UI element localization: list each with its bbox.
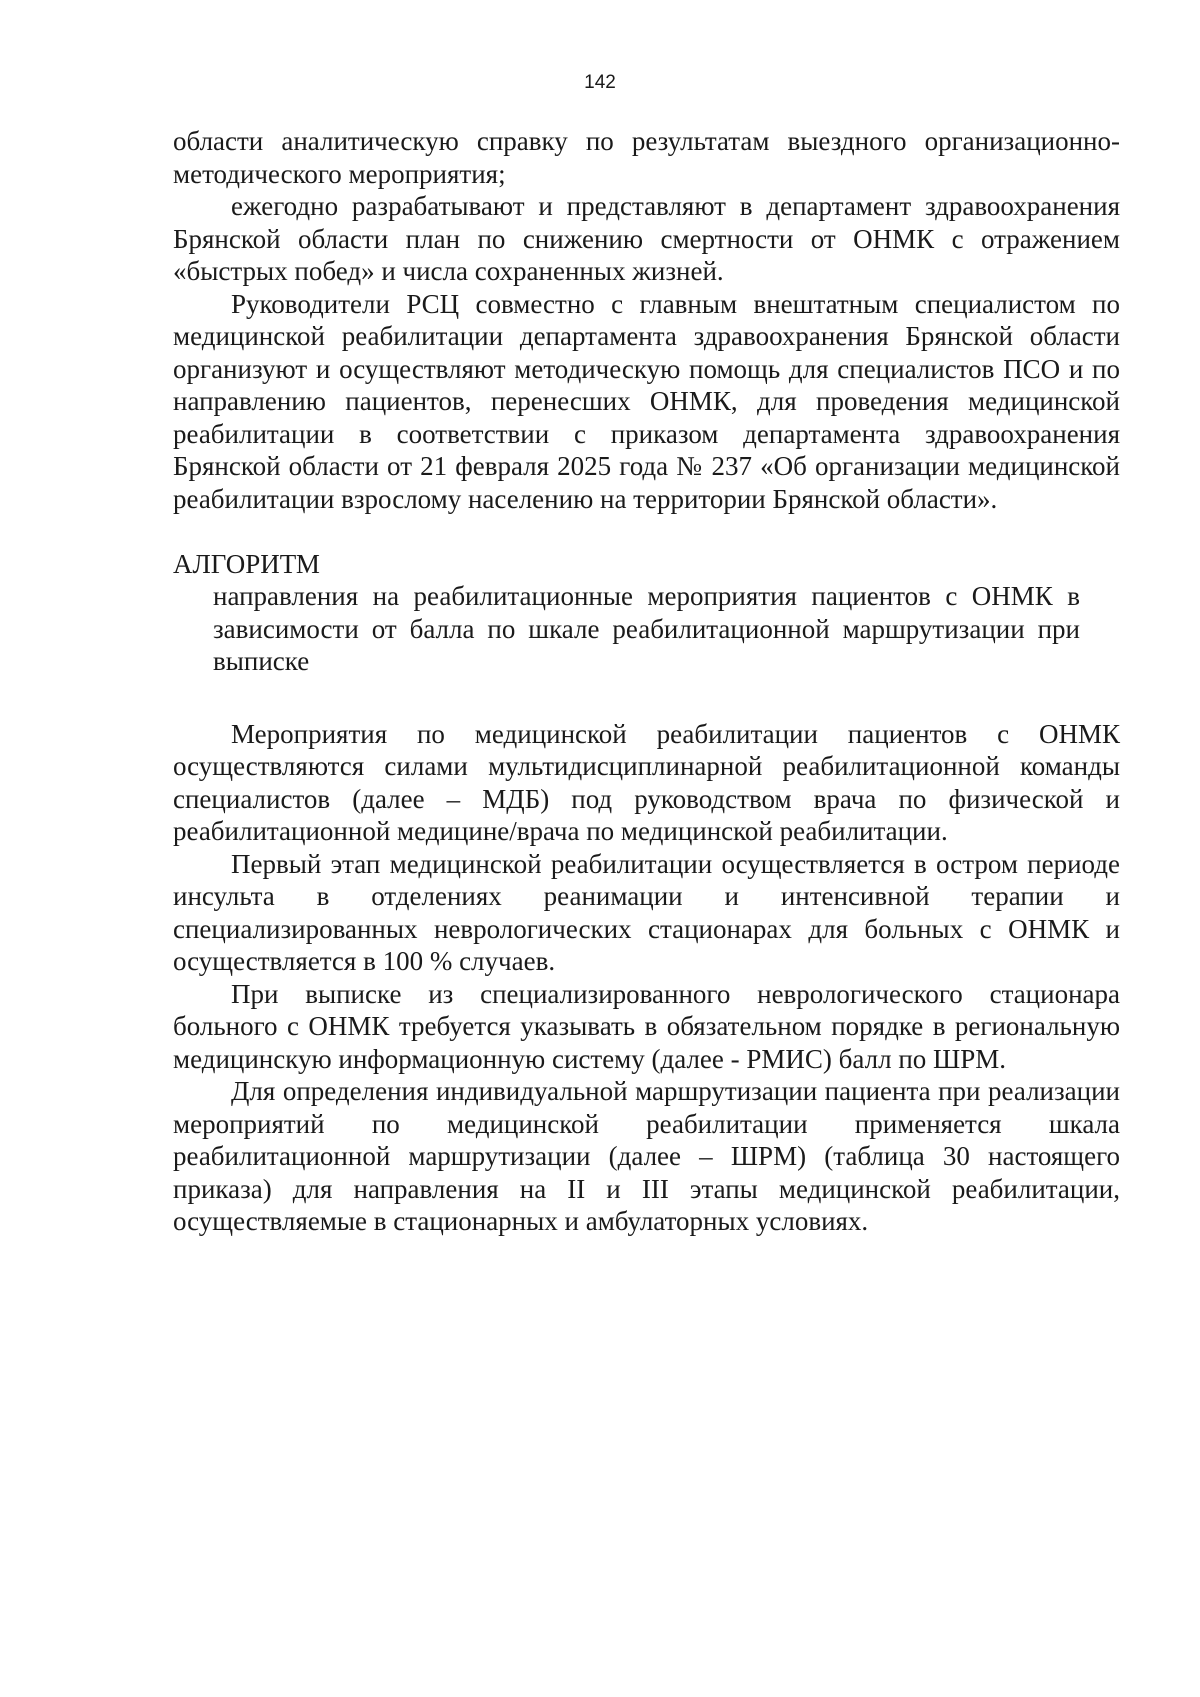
document-body (173, 125, 1120, 1238)
heading-title: АЛГОРИТМ (173, 549, 320, 579)
page-number: 142 (584, 72, 616, 93)
paragraph-first-stage: Первый этап медицинской реабилитации осуществляется в остром периоде инсульта в отделениях реанимации и интенсивной терапии и специализированных неврологических стационарах для больных с ОНМК и осуществляется в 100 % случаев. (173, 848, 1120, 976)
algorithm-heading (173, 548, 1120, 678)
paragraph-rsc-heads: Руководители РСЦ совместно с главным внештатным специалистом по медицинской реабилитации департамента здравоохранения Брянской области организуют и осуществляют методическую помощь для специалистов ПСО и по направлению пациентов, перенесших ОНМК, для проведения медицинской реабилитации в соответствии с приказом департамента здравоохранения Брянской области от 21 февраля 2025 года № 237 «Об организации медицинской реабилитации взрослому населению на территории Брянской области». (173, 288, 1120, 514)
paragraph-routing-scale: Для определения индивидуальной маршрутизации пациента при реализации мероприятий по медицинской реабилитации применяется шкала реабилитационной маршрутизации (далее – ШРМ) (таблица 30 настоящего приказа) для направления на II и III этапы медицинской реабилитации, осуществляемые в стационарных и амбулаторных условиях. (173, 1076, 1120, 1236)
paragraph-discharge: При выписке из специализированного неврологического стационара больного с ОНМК требуется указывать в обязательном порядке в региональную медицинскую информационную систему (далее - РМИС) балл по ШРМ. (173, 978, 1120, 1074)
paragraph-continuation: области аналитическую справку по результатам выездного организационно-методического мероприятия; (173, 126, 1120, 189)
paragraph-rehab-measures: Мероприятия по медицинской реабилитации пациентов с ОНМК осуществляются силами мультидисциплинарной реабилитационной команды специалистов (далее – МДБ) под руководством врача по физической и реабилитационной медицине/врача по медицинской реабилитации. (173, 718, 1120, 846)
paragraph-annual-plan: ежегодно разрабатывают и представляют в департамент здравоохранения Брянской области план по снижению смертности от ОНМК с отражением «быстрых побед» и числа сохраненных жизней. (173, 191, 1120, 286)
heading-subtitle: направления на реабилитационные мероприятия пациентов с ОНМК в зависимости от балла по шкале реабилитационной маршрутизации при выписке (213, 581, 1080, 676)
